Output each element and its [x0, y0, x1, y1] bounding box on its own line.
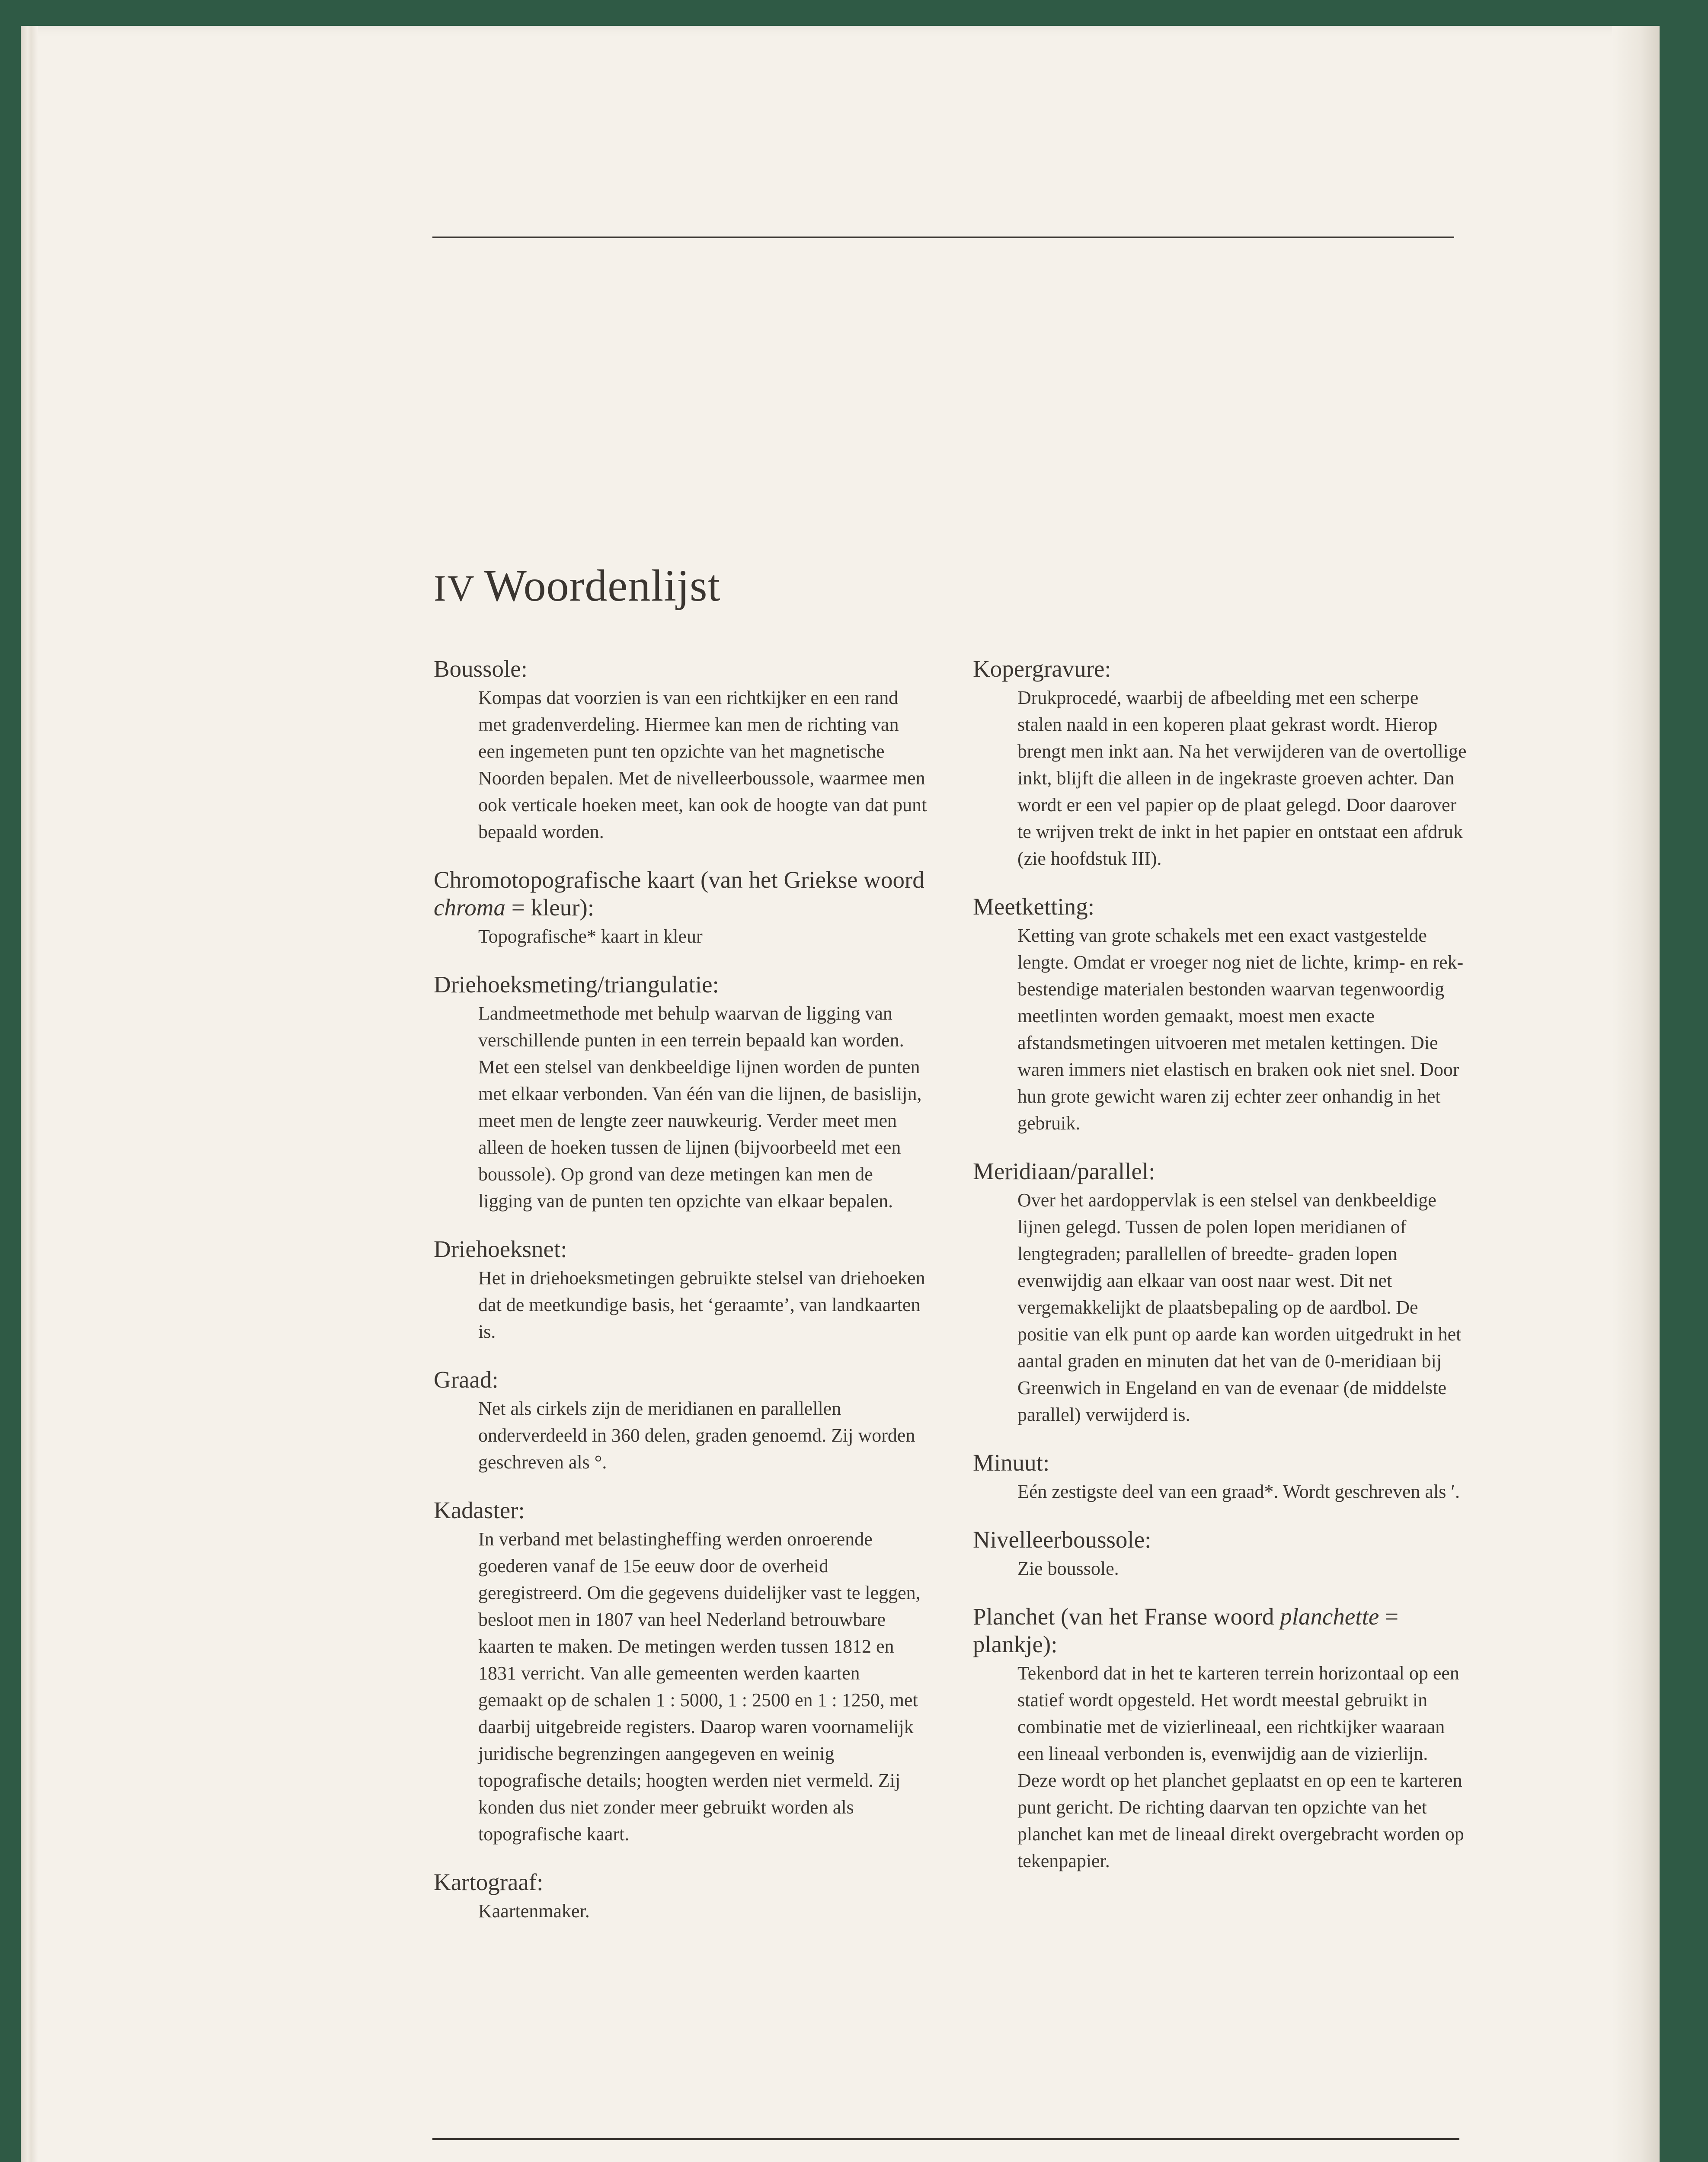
glossary-term: Kartograaf: — [434, 1869, 544, 1895]
glossary-entry-graad — [434, 1366, 931, 1476]
glossary-term: Kopergravure: — [973, 656, 1111, 682]
glossary-term — [434, 866, 931, 921]
glossary-definition: Het in driehoeksmetingen gebruikte stelsel van driehoeken dat de meetkundige basis, het ‘geraamte’, van landkaarten is. — [478, 1267, 925, 1342]
glossary-left-column — [434, 655, 931, 1925]
glossary-definition: Topografische* kaart in kleur — [478, 926, 703, 947]
chapter-title-text: Woordenlijst — [484, 560, 721, 611]
glossary-term-text: = plankje): — [973, 1603, 1399, 1657]
glossary-term: Driehoeksnet: — [434, 1236, 567, 1262]
glossary-entry-driehoeksnet — [434, 1235, 931, 1345]
glossary-term: Boussole: — [434, 656, 528, 682]
glossary-term-text: = kleur): — [505, 894, 595, 921]
glossary-term: Nivelleerboussole: — [973, 1526, 1151, 1553]
glossary-definition: Over het aardoppervlak is een stelsel van denkbeeldige lijnen gelegd. Tussen de polen lopen meridianen of lengtegraden; parallellen of breedte- graden lopen evenwijdig aan elkaar van oost naar west. Dit net vergemakkelijkt de plaatsbepaling op de aardbol. De positie van elk punt op aarde kan worden uitgedrukt in het aantal graden en minuten dat het van de 0-meridiaan bij Greenwich in Engeland en van de evenaar (de middelste parallel) verwijderd is. — [1017, 1190, 1462, 1425]
glossary-definition: Zie boussole. — [1017, 1558, 1119, 1579]
glossary-entry-kadaster — [434, 1497, 931, 1848]
glossary-term: Kadaster: — [434, 1497, 525, 1523]
glossary-term: Driehoeksmeting/triangulatie: — [434, 971, 719, 998]
glossary-definition: In verband met belastingheffing werden onroerende goederen vanaf de 15e eeuw door de overheid geregistreerd. Om die gegevens duidelijker vast te leggen, besloot men in 1807 van heel Nederland betrouwbare kaarten te maken. De metingen werden tussen 1812 en 1831 verricht. Van alle gemeenten werden kaarten gemaakt op de schalen 1 : 5000, 1 : 2500 en 1 : 1250, met daarbij uitgebreide registers. Daarop waren voornamelijk juridische begrenzingen aangegeven en weinig topografische details; hoogten werden niet vermeld. Zij konden dus niet zonder meer gebruikt worden als topografische kaart. — [478, 1529, 921, 1845]
glossary-term-text: Chromotopografische kaart (van het Griekse woord — [434, 867, 924, 893]
glossary-definition: Tekenbord dat in het te karteren terrein horizontaal op een statief wordt opgesteld. Het wordt meestal gebruikt in combinatie met de vizierlineaal, een richtkijker waaraan een lineaal verbonden is, evenwijdig aan de vizierlijn. Deze wordt op het planchet geplaatst en op een te karteren punt gericht. De richting daarvan ten opzichte van het planchet kan met de lineaal direkt overgebracht worden op tekenpapier. — [1017, 1663, 1464, 1871]
glossary-entry-minuut — [973, 1449, 1470, 1505]
glossary-term-italic: planchette — [1280, 1603, 1379, 1630]
glossary-definition: Kompas dat voorzien is van een richtkijker en een rand met gradenverdeling. Hiermee kan men de richting van een ingemeten punt ten opzichte van het magnetische Noorden bepalen. Met de nivelleerboussole, waarmee men ook verticale hoeken meet, kan ook de hoogte van dat punt bepaald worden. — [478, 687, 927, 842]
glossary-definition: Eén zestigste deel van een graad*. Wordt geschreven als ′. — [1017, 1481, 1460, 1502]
glossary-entry-chromotopografische-kaart — [434, 866, 931, 950]
glossary-entry-boussole — [434, 655, 931, 845]
glossary-definition: Net als cirkels zijn de meridianen en parallellen onderverdeeld in 360 delen, graden genoemd. Zij worden geschreven als °. — [478, 1398, 915, 1473]
glossary-term: Minuut: — [973, 1449, 1050, 1476]
glossary-term-italic: chroma — [434, 894, 505, 921]
page-outer-edge — [1612, 26, 1660, 2162]
glossary-definition: Landmeetmethode met behulp waarvan de ligging van verschillende punten in een terrein bepaald kan worden. Met een stelsel van denkbeeldige lijnen worden de punten met elkaar verbonden. Van één van die lijnen, de basislijn, meet men de lengte zeer nauwkeurig. Verder meet men alleen de hoeken tussen de lijnen (bijvoorbeeld met een boussole). Op grond van deze metingen kan men de ligging van de punten ten opzichte van elkaar bepalen. — [478, 1003, 922, 1212]
glossary-term: Meridiaan/parallel: — [973, 1158, 1155, 1184]
glossary-entry-meridiaan-parallel — [973, 1158, 1470, 1428]
page-binding-edge — [21, 26, 38, 2162]
chapter-title — [434, 560, 720, 611]
glossary-term — [973, 1603, 1470, 1658]
glossary-term: Meetketting: — [973, 893, 1095, 920]
glossary-definition: Kaartenmaker. — [478, 1900, 590, 1922]
glossary-definition: Drukprocedé, waarbij de afbeelding met een scherpe stalen naald in een koperen plaat gekrast wordt. Hierop brengt men inkt aan. Na het verwijderen van de overtollige inkt, blijft die alleen in de ingekraste groeven achter. Dan wordt er een vel papier op de plaat gelegd. Door daarover te wrijven trekt de inkt in het papier en ontstaat een afdruk (zie hoofdstuk III). — [1017, 687, 1467, 869]
chapter-number: IV — [434, 567, 476, 609]
glossary-definition: Ketting van grote schakels met een exact vastgestelde lengte. Omdat er vroeger nog niet de lichte, krimp- en rek- bestendige materialen bestonden waarvan tegenwoordig meetlinten worden gemaakt, moest men exacte afstandsmetingen uitvoeren met metalen kettingen. Die waren immers niet elastisch en braken ook niet snel. Door hun grote gewicht waren zij echter zeer onhandig in het gebruik. — [1017, 925, 1464, 1134]
glossary-right-column — [973, 655, 1470, 1874]
bottom-rule — [432, 2138, 1459, 2140]
glossary-entry-meetketting — [973, 893, 1470, 1137]
glossary-entry-kartograaf — [434, 1868, 931, 1925]
glossary-entry-planchet — [973, 1603, 1470, 1874]
glossary-entry-driehoeksmeting — [434, 971, 931, 1215]
glossary-term-text: Planchet (van het Franse woord — [973, 1603, 1280, 1630]
top-rule — [432, 237, 1454, 238]
glossary-entry-nivelleerboussole — [973, 1526, 1470, 1582]
glossary-term: Graad: — [434, 1366, 499, 1393]
glossary-entry-kopergravure — [973, 655, 1470, 872]
